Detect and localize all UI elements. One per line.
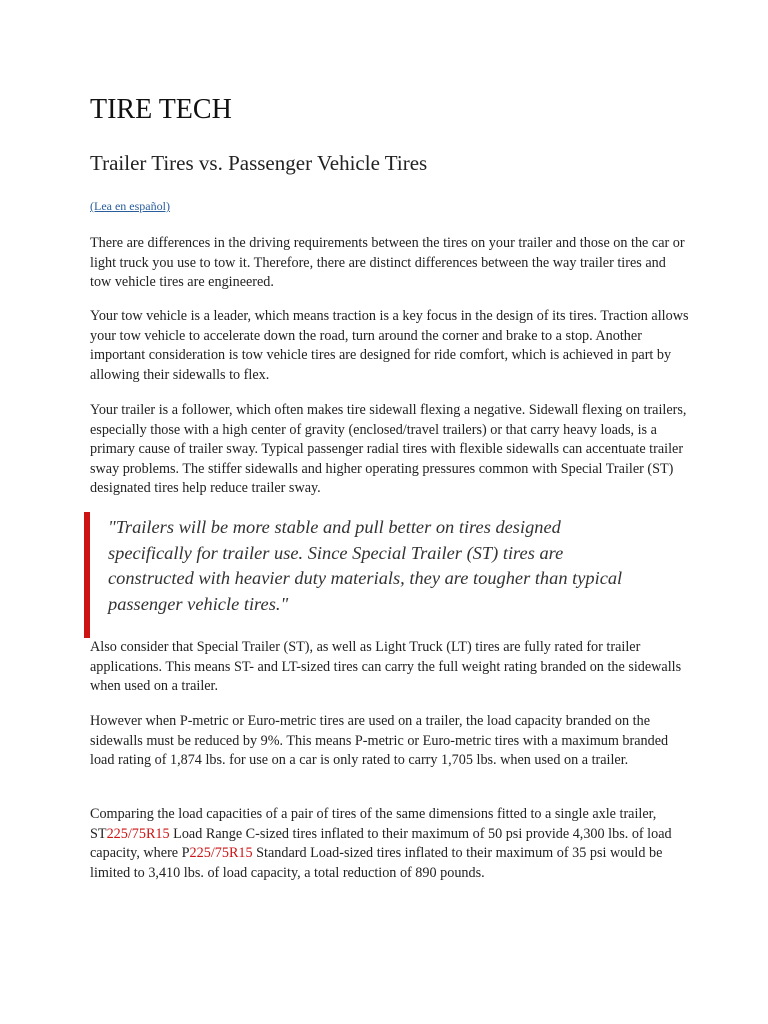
pull-quote xyxy=(84,512,664,638)
tow-vehicle-paragraph: Your tow vehicle is a leader, which means traction is a key focus in the design of its tires. Traction allows your tow vehicle to accelerate down the road, turn around the corner and brake to a stop. Another important consideration is tow vehicle tires are designed for ride comfort, which is achieved in part by allowing their sidewalls to flex. xyxy=(90,308,689,383)
tire-size-p: 225/75R15 xyxy=(189,845,253,861)
p-metric-paragraph: However when P-metric or Euro-metric tires are used on a trailer, the load capacity branded on the sidewalls must be reduced by 9%. This means P-metric or Euro-metric tires with a maximum branded load rating of 1,874 lbs. for use on a car is only rated to carry 1,705 lbs. when used on a trailer. xyxy=(90,713,669,768)
article-title: Trailer Tires vs. Passenger Vehicle Tires xyxy=(90,151,428,175)
pull-quote-bar xyxy=(84,512,90,638)
load-comparison-text-1: Comparing the load capacities of a pair of tires of the same dimensions fitted to a single axle trailer, ST xyxy=(90,806,657,842)
pull-quote-text: "Trailers will be more stable and pull better on tires designed specifically for trailer use. Since Special Trailer (ST) tires are constructed with heavier duty materials, they are tougher than typical passenger vehicle tires." xyxy=(108,517,623,615)
spanish-version-link[interactable]: (Lea en español) xyxy=(90,199,170,213)
load-comparison-text-3: Standard Load-sized tires inflated to their maximum of 35 psi would be limited to 3,410 lbs. of load capacity, a total reduction of 890 pounds. xyxy=(90,845,663,881)
intro-paragraph: There are differences in the driving requirements between the tires on your trailer and those on the car or light truck you use to tow it. Therefore, there are distinct differences between the way trailer tires and tow vehicle tires are engineered. xyxy=(90,235,685,290)
site-title: TIRE TECH xyxy=(90,94,232,125)
st-lt-paragraph: Also consider that Special Trailer (ST), as well as Light Truck (LT) tires are fully rated for trailer applications. This means ST- and LT-sized tires can carry the full weight rating branded on the sidewalls when used on a trailer. xyxy=(90,639,682,694)
load-comparison-paragraph xyxy=(90,805,690,883)
tire-size-st: 225/75R15 xyxy=(106,825,170,842)
trailer-sway-paragraph: Your trailer is a follower, which often makes tire sidewall flexing a negative. Sidewall flexing on trailers, especially those with a high center of gravity (enclosed/travel trailers) or that carry heavy loads, is a primary cause of trailer sway. Typical passenger radial tires with flexible sidewalls can accentuate trailer sway problems. The stiffer sidewalls and higher operating pressures common with Special Trailer (ST) designated tires help reduce trailer sway. xyxy=(90,402,687,496)
load-comparison-text-2: Load Range C-sized tires inflated to their maximum of 50 psi provide 4,300 lbs. of load capacity, where P xyxy=(90,825,672,861)
